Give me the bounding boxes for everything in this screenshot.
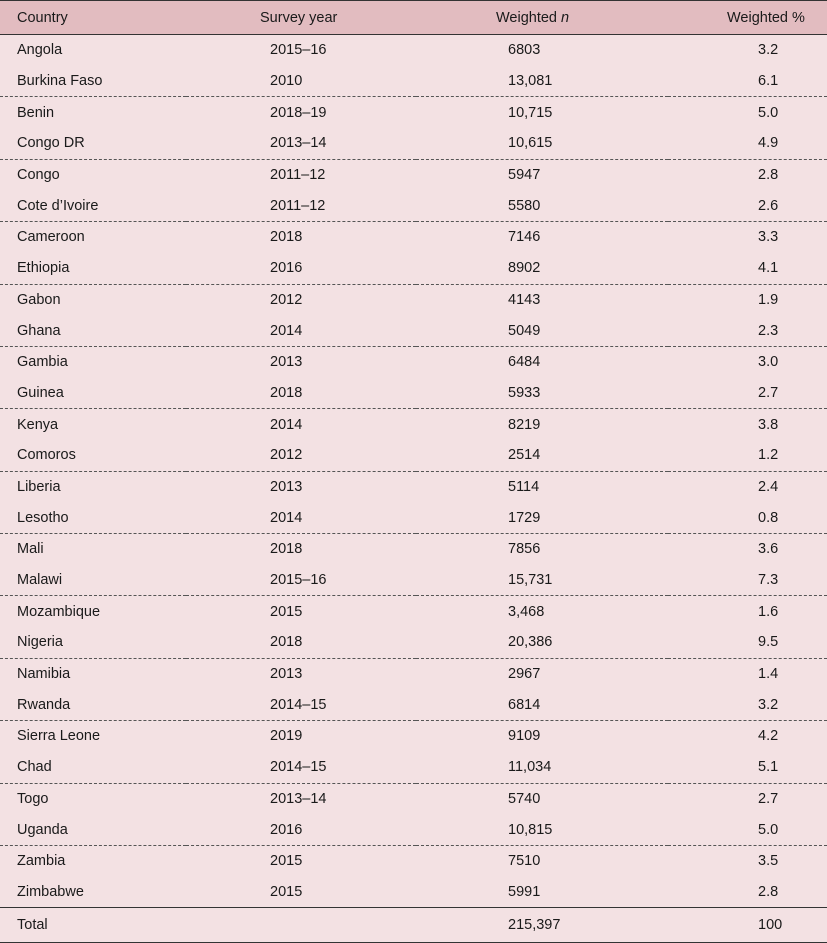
table-row xyxy=(0,845,827,876)
table-row xyxy=(0,596,827,627)
cell-country: Congo xyxy=(17,167,60,184)
cell-weighted-percent: 4.2 xyxy=(758,728,779,745)
cell-weighted-percent: 2.6 xyxy=(668,190,827,221)
cell-weighted-percent: 4.1 xyxy=(668,253,827,284)
cell-country: Angola xyxy=(17,42,63,59)
cell-survey-year: 2019 xyxy=(270,728,303,745)
table-row xyxy=(0,877,827,908)
cell-weighted-percent: 5.0 xyxy=(758,104,779,121)
header-weighted-n-prefix: Weighted xyxy=(496,9,562,26)
table-row xyxy=(0,253,827,284)
cell-country: Ghana xyxy=(0,315,186,346)
cell-weighted-percent: 3.2 xyxy=(758,42,779,59)
cell-weighted-n: 13,081 xyxy=(416,66,668,97)
cell-weighted-n: 5580 xyxy=(416,190,668,221)
cell-survey-year: 2013 xyxy=(270,666,303,683)
survey-table xyxy=(0,1,827,941)
table-row xyxy=(0,159,827,190)
cell-country: Namibia xyxy=(17,666,71,683)
cell-weighted-n: 7510 xyxy=(508,853,541,870)
cell-country: Lesotho xyxy=(0,502,186,533)
cell-weighted-percent: 2.3 xyxy=(668,315,827,346)
cell-country: Mali xyxy=(17,541,44,558)
cell-weighted-percent: 2.7 xyxy=(758,790,779,807)
table-row xyxy=(0,658,827,689)
cell-country: Burkina Faso xyxy=(0,66,186,97)
table-row xyxy=(0,222,827,253)
cell-weighted-n: 5049 xyxy=(416,315,668,346)
cell-country: Gabon xyxy=(17,291,61,308)
cell-weighted-percent: 7.3 xyxy=(668,565,827,596)
cell-weighted-percent: 1.6 xyxy=(758,603,779,620)
table-header xyxy=(0,1,827,35)
header-weighted-percent: Weighted % xyxy=(727,9,805,26)
cell-weighted-percent: 2.4 xyxy=(758,478,779,495)
cell-weighted-n: 6484 xyxy=(508,354,541,371)
cell-weighted-n: 2514 xyxy=(416,440,668,471)
cell-weighted-n: 2967 xyxy=(508,666,541,683)
table-row xyxy=(0,190,827,221)
cell-survey-year: 2012 xyxy=(186,440,416,471)
cell-weighted-percent: 9.5 xyxy=(668,627,827,658)
cell-country: Zambia xyxy=(17,853,66,870)
cell-country: Guinea xyxy=(0,378,186,409)
cell-survey-year: 2015–16 xyxy=(186,565,416,596)
cell-weighted-n: 8219 xyxy=(508,416,541,433)
cell-weighted-percent: 5.0 xyxy=(668,814,827,845)
table-row xyxy=(0,66,827,97)
cell-weighted-percent: 3.0 xyxy=(758,354,779,371)
table-row xyxy=(0,534,827,565)
table-row xyxy=(0,814,827,845)
table-row xyxy=(0,440,827,471)
table-row xyxy=(0,97,827,128)
cell-survey-year: 2018–19 xyxy=(270,104,327,121)
header-survey-year: Survey year xyxy=(260,9,338,26)
table-row xyxy=(0,471,827,502)
cell-survey-year: 2012 xyxy=(270,291,303,308)
table-row xyxy=(0,752,827,783)
table-row xyxy=(0,502,827,533)
cell-weighted-n: 6814 xyxy=(416,689,668,720)
cell-weighted-n: 4143 xyxy=(508,291,541,308)
cell-country: Cote d’Ivoire xyxy=(0,190,186,221)
table-row xyxy=(0,35,827,66)
cell-weighted-n: 10,615 xyxy=(416,128,668,159)
table-row xyxy=(0,565,827,596)
cell-survey-year: 2014 xyxy=(270,416,303,433)
cell-weighted-percent: 3.8 xyxy=(758,416,779,433)
cell-survey-year: 2018 xyxy=(270,541,303,558)
cell-country: Congo DR xyxy=(0,128,186,159)
cell-weighted-n: 7146 xyxy=(508,229,541,246)
cell-weighted-percent: 5.1 xyxy=(668,752,827,783)
cell-weighted-n: 5991 xyxy=(508,883,541,900)
cell-survey-year: 2018 xyxy=(186,378,416,409)
cell-country: Ethiopia xyxy=(0,253,186,284)
total-survey-year xyxy=(186,908,416,941)
cell-weighted-n: 10,815 xyxy=(416,814,668,845)
cell-survey-year: 2015 xyxy=(270,603,303,620)
cell-country: Zimbabwe xyxy=(17,883,84,900)
cell-country: Sierra Leone xyxy=(17,728,101,745)
cell-weighted-n: 20,386 xyxy=(416,627,668,658)
cell-country: Malawi xyxy=(0,565,186,596)
table-row xyxy=(0,689,827,720)
table-row xyxy=(0,284,827,315)
cell-survey-year: 2015 xyxy=(270,853,303,870)
cell-country: Uganda xyxy=(0,814,186,845)
cell-weighted-n: 5114 xyxy=(508,478,540,495)
cell-survey-year: 2014 xyxy=(186,502,416,533)
cell-survey-year: 2015–16 xyxy=(270,42,327,59)
cell-survey-year: 2018 xyxy=(270,229,303,246)
cell-survey-year: 2015 xyxy=(270,883,303,900)
total-label: Total xyxy=(17,916,48,933)
cell-survey-year: 2014–15 xyxy=(186,689,416,720)
header-row xyxy=(0,1,827,35)
cell-weighted-n: 5933 xyxy=(416,378,668,409)
total-weighted-n: 215,397 xyxy=(508,916,561,933)
cell-weighted-percent: 2.8 xyxy=(758,167,779,184)
cell-weighted-n: 3,468 xyxy=(508,603,545,620)
cell-country: Liberia xyxy=(17,478,61,495)
cell-survey-year: 2016 xyxy=(186,253,416,284)
cell-survey-year: 2013–14 xyxy=(186,128,416,159)
cell-weighted-n: 1729 xyxy=(416,502,668,533)
cell-country: Kenya xyxy=(17,416,59,433)
cell-weighted-percent: 4.9 xyxy=(668,128,827,159)
total-row xyxy=(0,908,827,941)
table-row xyxy=(0,378,827,409)
table-row xyxy=(0,409,827,440)
header-country: Country xyxy=(17,9,68,26)
cell-weighted-n: 7856 xyxy=(508,541,541,558)
cell-country: Nigeria xyxy=(0,627,186,658)
cell-weighted-percent: 6.1 xyxy=(668,66,827,97)
cell-country: Gambia xyxy=(17,354,68,371)
cell-weighted-percent: 3.2 xyxy=(668,689,827,720)
cell-weighted-percent: 0.8 xyxy=(668,502,827,533)
table-row xyxy=(0,783,827,814)
header-weighted-n-variable: n xyxy=(561,9,570,26)
cell-survey-year: 2016 xyxy=(186,814,416,845)
cell-survey-year: 2014 xyxy=(186,315,416,346)
cell-weighted-percent: 3.3 xyxy=(758,229,779,246)
cell-country: Rwanda xyxy=(0,689,186,720)
table-row xyxy=(0,128,827,159)
cell-weighted-n: 8902 xyxy=(416,253,668,284)
cell-survey-year: 2010 xyxy=(186,66,416,97)
cell-weighted-percent: 3.5 xyxy=(758,853,779,870)
table-row xyxy=(0,721,827,752)
cell-weighted-n: 9109 xyxy=(508,728,541,745)
cell-survey-year: 2014–15 xyxy=(186,752,416,783)
table-body xyxy=(0,35,827,941)
header-weighted-n xyxy=(416,1,668,35)
cell-weighted-n: 15,731 xyxy=(416,565,668,596)
cell-survey-year: 2011–12 xyxy=(270,167,326,184)
cell-country: Togo xyxy=(17,790,49,807)
table-row xyxy=(0,346,827,377)
table-row xyxy=(0,315,827,346)
cell-weighted-percent: 1.9 xyxy=(758,291,779,308)
cell-survey-year: 2013–14 xyxy=(270,790,327,807)
cell-weighted-n: 10,715 xyxy=(508,104,553,121)
cell-weighted-percent: 2.7 xyxy=(668,378,827,409)
cell-weighted-n: 5740 xyxy=(508,790,541,807)
cell-weighted-n: 11,034 xyxy=(416,752,668,783)
cell-weighted-n: 6803 xyxy=(508,42,541,59)
cell-country: Comoros xyxy=(0,440,186,471)
cell-survey-year: 2013 xyxy=(270,478,303,495)
cell-weighted-percent: 1.4 xyxy=(758,666,779,683)
cell-country: Cameroon xyxy=(17,229,85,246)
table-row xyxy=(0,627,827,658)
cell-country: Mozambique xyxy=(17,603,101,620)
cell-survey-year: 2018 xyxy=(186,627,416,658)
cell-weighted-percent: 1.2 xyxy=(668,440,827,471)
cell-weighted-n: 5947 xyxy=(508,167,541,184)
total-weighted-percent: 100 xyxy=(758,916,783,933)
cell-survey-year: 2013 xyxy=(270,354,303,371)
cell-country: Chad xyxy=(0,752,186,783)
cell-survey-year: 2011–12 xyxy=(186,190,416,221)
cell-country: Benin xyxy=(17,104,55,121)
cell-weighted-percent: 3.6 xyxy=(758,541,779,558)
cell-weighted-percent: 2.8 xyxy=(758,883,779,900)
